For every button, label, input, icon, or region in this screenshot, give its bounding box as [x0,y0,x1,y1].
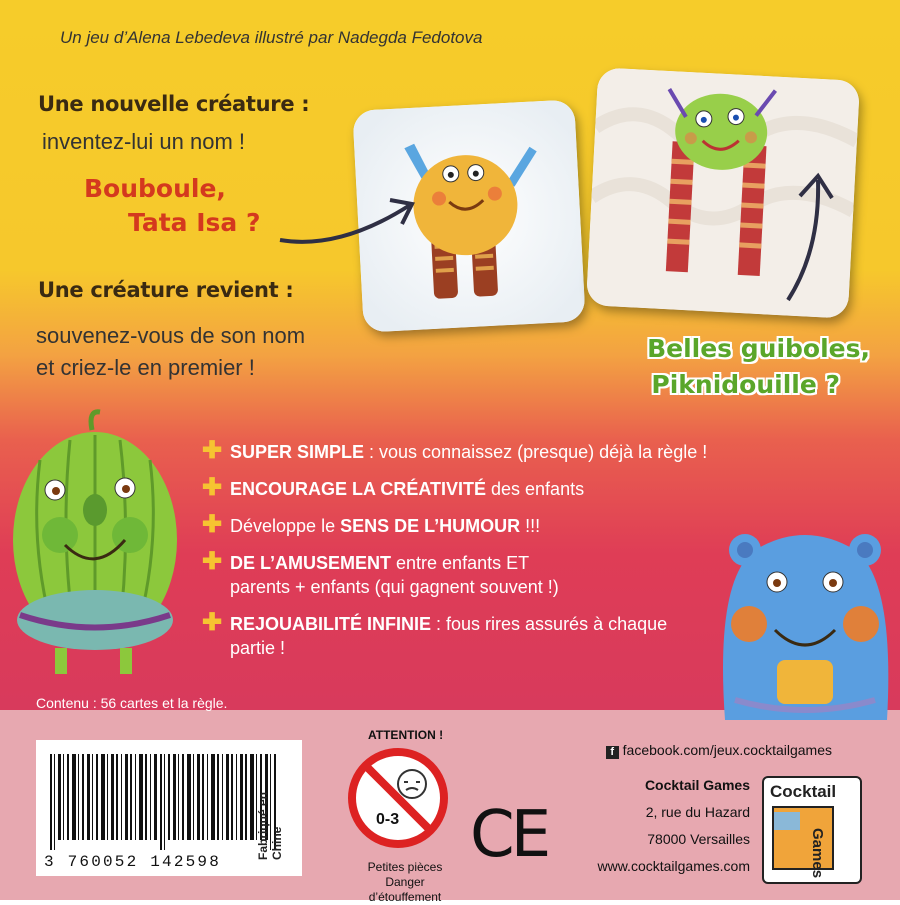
plus-icon: ✚ [202,548,223,575]
publisher-name: Cocktail Games [644,777,750,793]
ce-mark: CE [470,798,548,872]
arrow-to-card-1 [270,190,430,260]
warning-line1: Petites pièces [367,860,443,874]
example-red-line1: Bouboule, [84,174,226,203]
publisher-city: 78000 Versailles [647,831,750,847]
age-warning-icon [346,746,450,850]
publisher-website[interactable]: www.cocktailgames.com [597,858,750,874]
publisher-street: 2, rue du Hazard [645,804,750,820]
plus-icon: ✚ [202,474,223,501]
feature-item: ✚ SUPER SIMPLE : vous connaissez (presque) déjà la règle ! [202,437,708,464]
returning-creature-heading: Une créature revient : [38,278,294,302]
made-in-label: Fabriqué en Chine [256,791,284,860]
facebook-link[interactable] [606,742,832,759]
arrow-to-card-2 [770,160,840,310]
example-green-line1: Belles guiboles, [647,334,870,363]
new-creature-heading: Une nouvelle créature : [38,92,310,116]
barcode-number: 3 760052 142598 [44,853,222,871]
returning-text-line1: souvenez-vous de son nom [36,323,306,348]
warning-title: ATTENTION ! [368,728,444,742]
publisher-info [598,772,751,880]
feature-item: ✚ DE L’AMUSEMENT entre enfants ET parents + enfants (qui gagnent souvent !) [202,548,559,597]
feature-item: ✚ ENCOURAGE LA CRÉATIVITÉ des enfants [202,474,585,501]
feature-item: ✚ REJOUABILITÉ INFINIE : fous rires assurés à chaque partie ! [202,609,668,658]
plus-icon: ✚ [202,609,223,636]
returning-text-line2: et criez-le en premier ! [36,355,255,380]
plus-icon: ✚ [202,511,223,538]
warning-line2: Danger d’étouffement [368,875,442,904]
plus-icon: ✚ [202,437,223,464]
green-melon-creature [0,400,190,690]
credits-line: Un jeu d’Alena Lebedeva illustré par Nadegda Fedotova [60,28,483,47]
logo-word-1: Cocktail [770,782,837,801]
features-list [200,437,860,673]
logo-blue-square [774,812,800,830]
age-label: 0-3 [376,811,400,828]
example-green-line2: Piknidouille ? [651,370,840,399]
warning-text [350,860,460,905]
facebook-icon: f [606,746,619,759]
example-red-line2: Tata Isa ? [128,208,261,237]
cocktail-games-logo [762,776,862,884]
contents-note: Contenu : 56 cartes et la règle. [36,695,228,711]
facebook-text: facebook.com/jeux.cocktailgames [622,742,832,758]
feature-item: ✚ Développe le SENS DE L’HUMOUR !!! [202,511,541,538]
logo-word-2: Games [809,828,826,879]
new-creature-text: inventez-lui un nom ! [42,129,245,154]
